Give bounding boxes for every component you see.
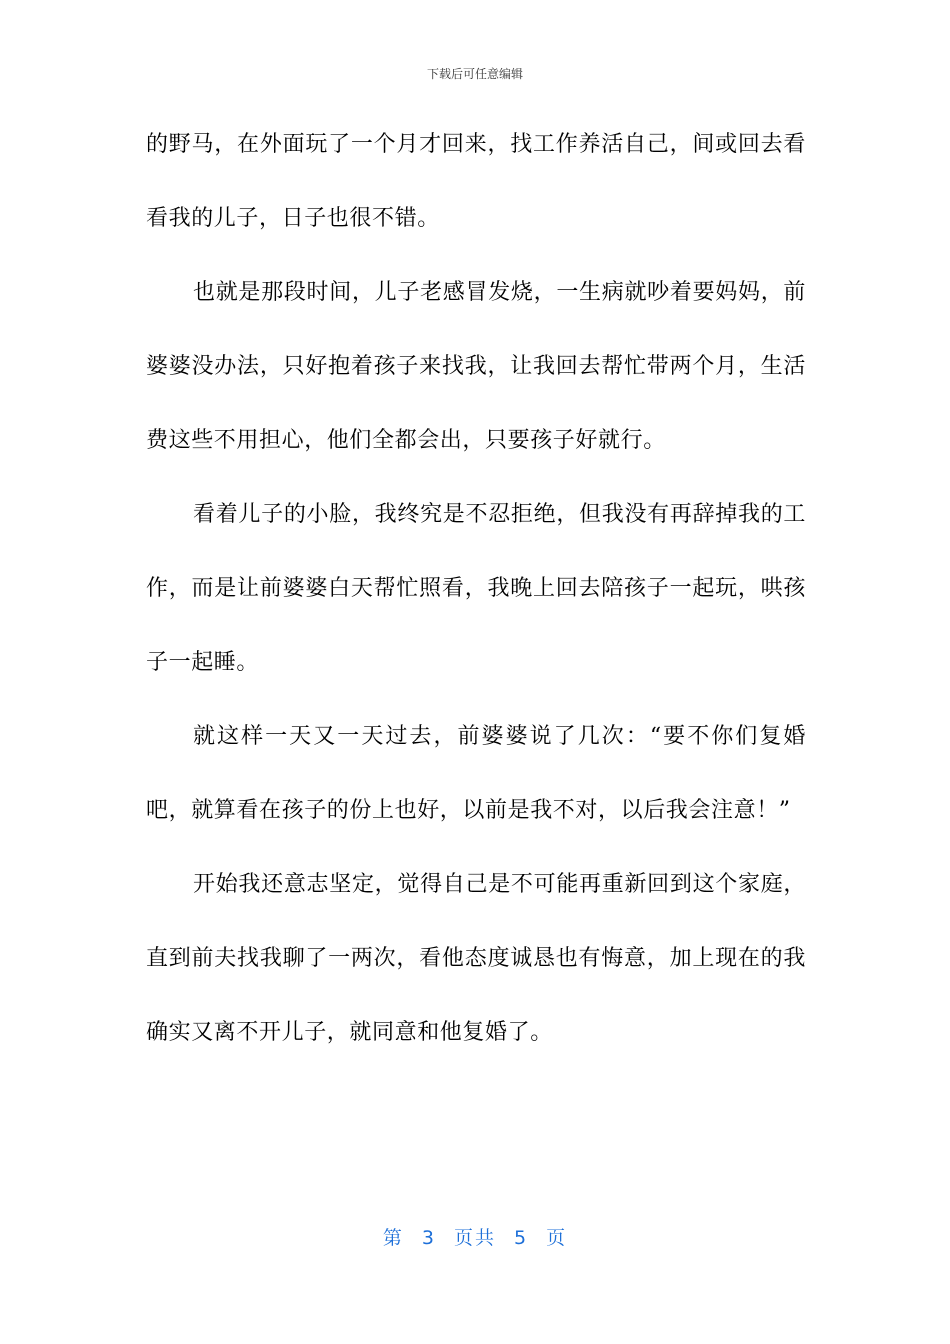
paragraph-4: 就这样一天又一天过去，前婆婆说了几次：“要不你们复婚吧，就算看在孩子的份上也好，以前是我不对，以后我会注意！”: [146, 724, 806, 823]
footer-prefix: 第: [382, 1227, 404, 1249]
footer-total-pages: 5: [514, 1227, 529, 1249]
footer-suffix: 页: [546, 1227, 568, 1249]
paragraph-1: 的野马，在外面玩了一个月才回来，找工作养活自己，间或回去看看我的儿子，日子也很不错。: [146, 132, 806, 231]
paragraph-3: 看着儿子的小脸，我终究是不忍拒绝，但我没有再辞掉我的工作，而是让前婆婆白天帮忙照看，我晚上回去陪孩子一起玩，哄孩子一起睡。: [146, 502, 806, 675]
page-number-footer: [0, 1225, 950, 1251]
paragraph-2: 也就是那段时间，儿子老感冒发烧，一生病就吵着要妈妈，前婆婆没办法，只好抱着孩子来找我，让我回去帮忙带两个月，生活费这些不用担心，他们全都会出，只要孩子好就行。: [146, 280, 806, 453]
footer-middle: 页共: [453, 1227, 496, 1249]
document-body: [146, 108, 806, 1070]
footer-current-page: 3: [421, 1227, 436, 1249]
paragraph-5: 开始我还意志坚定，觉得自己是不可能再重新回到这个家庭，直到前夫找我聊了一两次，看他态度诚恳也有悔意，加上现在的我确实又离不开儿子，就同意和他复婚了。: [146, 872, 806, 1045]
page-header: 下载后可任意编辑: [426, 67, 523, 81]
